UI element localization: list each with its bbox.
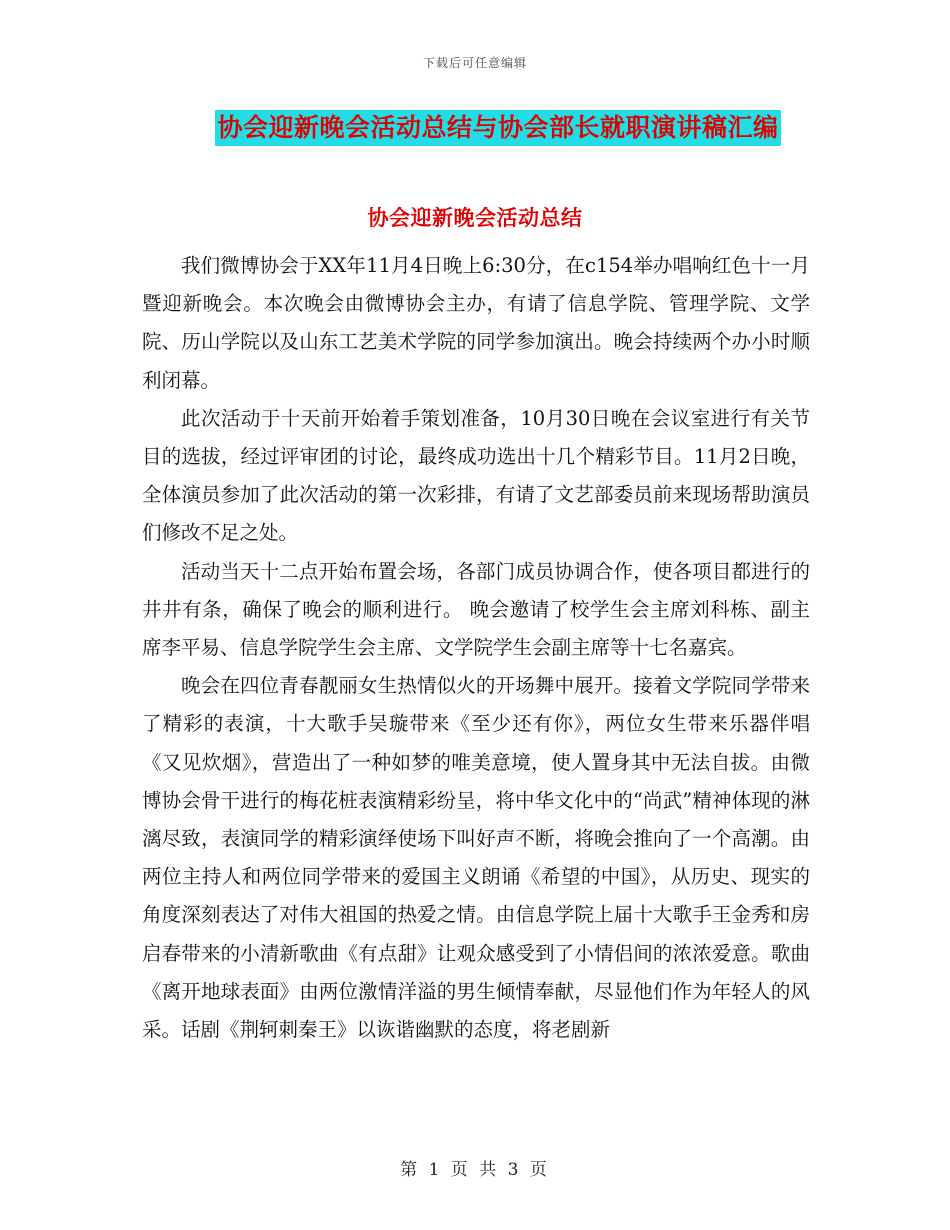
- page-footer: 第 1 页 共 3 页: [400, 1160, 550, 1180]
- body-text: [142, 247, 810, 1049]
- section-title: 协会迎新晚会活动总结: [367, 205, 583, 230]
- document-title: 协会迎新晚会活动总结与协会部长就职演讲稿汇编: [215, 110, 780, 146]
- paragraph: 我们微博协会于XX年11月4日晚上6:30分，在c154举办唱响红色十一月暨迎新晚会。本次晚会由微博协会主办，有请了信息学院、管理学院、文学院、历山学院以及山东工艺美术学院的同学参加演出。晚会持续两个办小时顺利闭幕。: [142, 254, 810, 392]
- document-title-wrapper: [0, 110, 950, 146]
- paragraph: 此次活动于十天前开始着手策划准备，10月30日晚在会议室进行有关节目的选拔，经过评审团的讨论，最终成功选出十几个精彩节目。11月2日晚，全体演员参加了此次活动的第一次彩排，有请了文艺部委员前来现场帮助演员们修改不足之处。: [142, 406, 810, 545]
- header-note: 下载后可任意编辑: [422, 56, 527, 70]
- paragraph: 晚会在四位青春靓丽女生热情似火的开场舞中展开。接着文学院同学带来了精彩的表演，十大歌手吴璇带来《至少还有你》，两位女生带来乐器伴唱《又见炊烟》，营造出了一种如梦的唯美意境，使人置身其中无法自拔。由微博协会骨干进行的梅花桩表演精彩纷呈，将中华文化中的“尚武”精神体现的淋漓尽致，表演同学的精彩演绎使场下叫好声不断，将晚会推向了一个高潮。由两位主持人和两位同学带来的爱国主义朗诵《希望的中国》，从历史、现实的角度深刻表达了对伟大祖国的热爱之情。由信息学院上届十大歌手王金秀和房启春带来的小清新歌曲《有点甜》让观众感受到了小情侣间的浓浓爱意。歌曲《离开地球表面》由两位激情洋溢的男生倾情奉献，尽显他们作为年轻人的风采。话剧《荆轲刺秦王》以诙谐幽默的态度，将老剧新: [142, 674, 810, 1042]
- paragraph: 活动当天十二点开始布置会场，各部门成员协调合作，使各项目都进行的井井有条，确保了晚会的顺利进行。 晚会邀请了校学生会主席刘科栋、副主席李平易、信息学院学生会主席、文学院学生会副主席等十七名嘉宾。: [142, 559, 810, 660]
